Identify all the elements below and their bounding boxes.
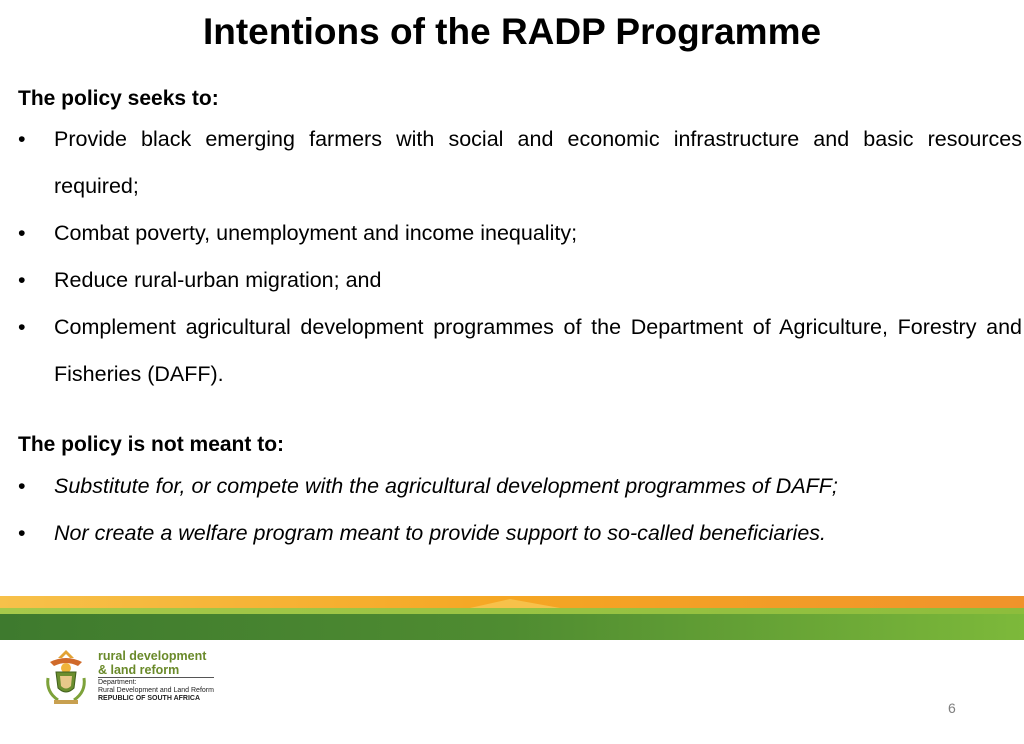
coat-of-arms-icon xyxy=(44,648,88,708)
policy-seeks-heading: The policy seeks to: xyxy=(18,87,219,110)
list-item xyxy=(18,463,1022,510)
list-item-text: Substitute for, or compete with the agricultural development programmes of DAFF; xyxy=(54,474,838,498)
logo-divider xyxy=(98,677,214,678)
logo-title xyxy=(98,649,206,677)
band-lime xyxy=(0,608,1024,614)
logo-country: REPUBLIC OF SOUTH AFRICA xyxy=(98,695,201,702)
bullet-icon: • xyxy=(18,521,26,545)
logo-department-name: Rural Development and Land Reform xyxy=(98,687,214,694)
list-item-text: Reduce rural-urban migration; and xyxy=(54,268,382,292)
footer-decorative-band xyxy=(0,596,1024,640)
list-item-text: Combat poverty, unemployment and income inequality; xyxy=(54,221,578,245)
policy-seeks-list xyxy=(18,116,1022,398)
list-item xyxy=(18,510,1022,557)
list-item xyxy=(18,210,1022,257)
bullet-icon: • xyxy=(18,268,26,292)
bullet-icon: • xyxy=(18,315,26,339)
list-item xyxy=(18,116,1022,210)
policy-not-meant-heading: The policy is not meant to: xyxy=(18,433,285,456)
page-number: 6 xyxy=(948,700,956,716)
logo-department-label: Department: xyxy=(98,679,137,686)
list-item xyxy=(18,304,1022,398)
slide-title: Intentions of the RADP Programme xyxy=(202,11,822,52)
logo-title-line1: rural development xyxy=(98,649,207,663)
bullet-icon: • xyxy=(18,127,26,151)
logo-title-line2: & land reform xyxy=(98,663,180,677)
bullet-icon: • xyxy=(18,221,26,245)
list-item-text: Complement agricultural development programmes of the Department of Agriculture, Forestry and Fisheries (DAFF). xyxy=(54,315,1022,386)
band-green xyxy=(0,614,1024,640)
bullet-icon: • xyxy=(18,474,26,498)
logo-subtitle xyxy=(98,679,214,703)
list-item xyxy=(18,257,1022,304)
policy-not-meant-list xyxy=(18,463,1022,557)
department-logo xyxy=(44,648,244,708)
list-item-text: Nor create a welfare program meant to provide support to so-called beneficiaries. xyxy=(54,521,826,545)
list-item-text: Provide black emerging farmers with social and economic infrastructure and basic resources required; xyxy=(54,127,1022,198)
